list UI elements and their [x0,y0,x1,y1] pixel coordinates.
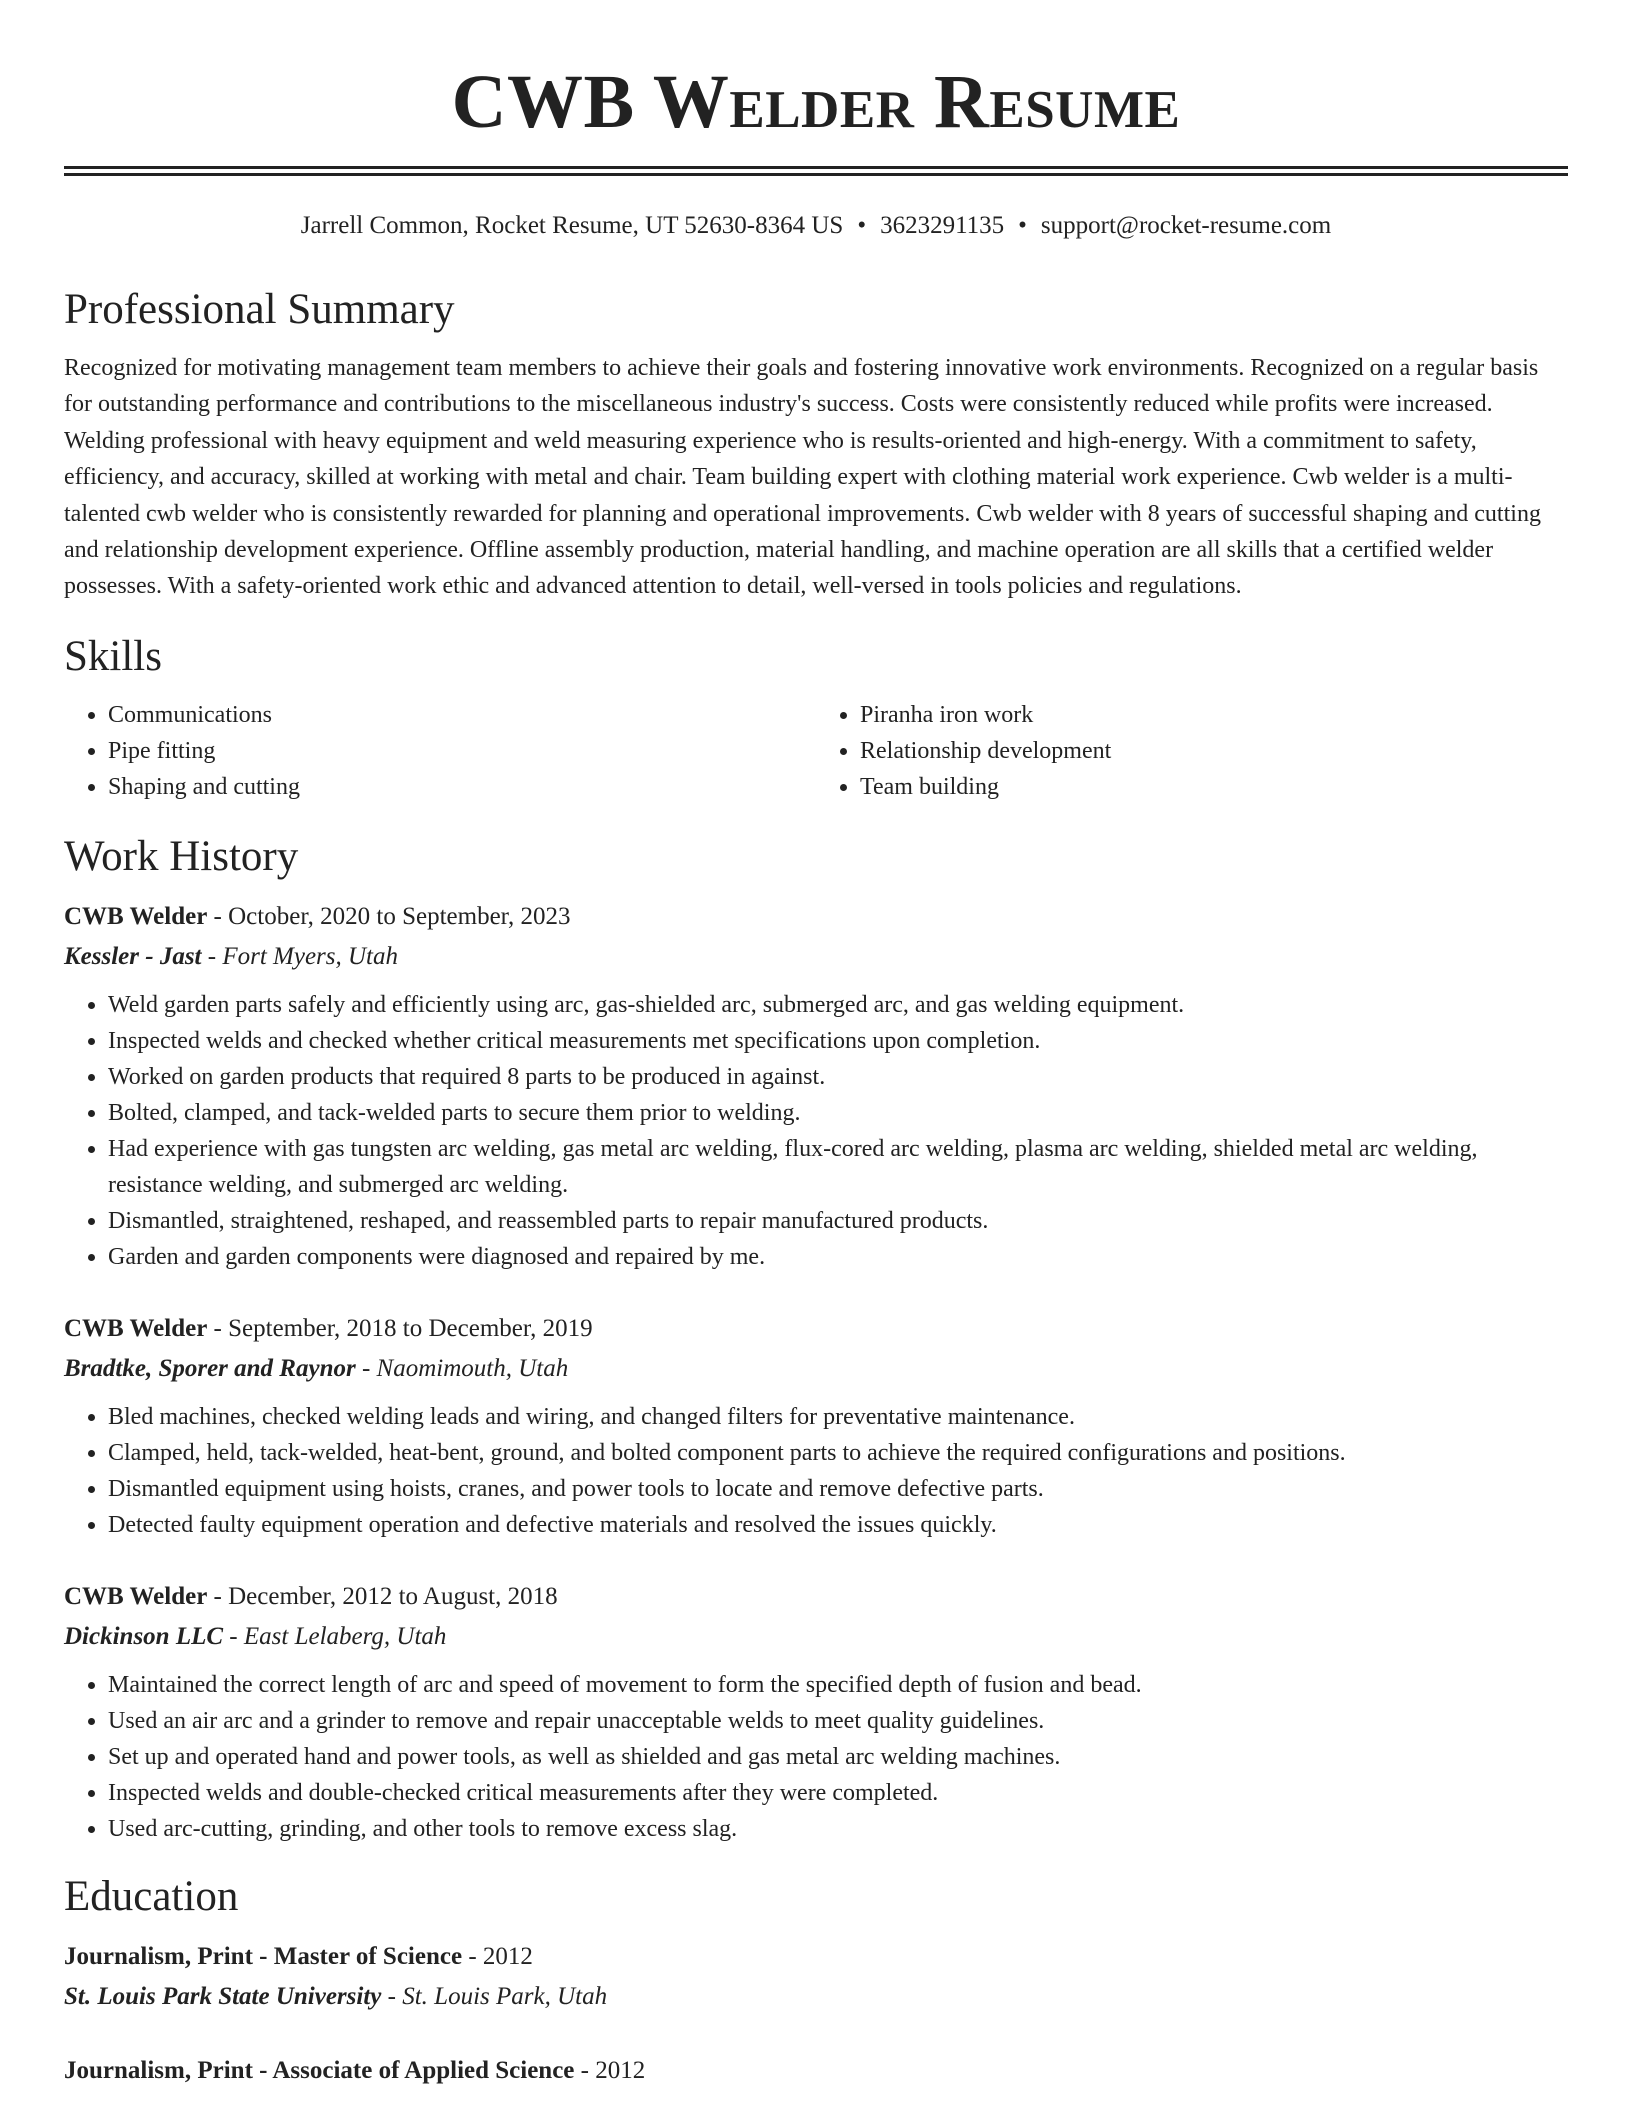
contact-email[interactable]: support@rocket-resume.com [1040,212,1332,239]
job-dates: - December, 2012 to August, 2018 [207,1582,558,1610]
skills-column-left [64,697,816,805]
job-bullet: • Set up and operated hand and power tools, as well as shielded and gas metal arc welding machines. [108,1739,1568,1775]
education-location: - St. Louis Park, Utah [381,1982,608,2010]
education-entry [64,1937,1568,2017]
job-bullet: • Had experience with gas tungsten arc welding, gas metal arc welding, flux-cored arc welding, plasma arc welding, shielded metal arc welding, resistance welding, and submerged arc welding. [108,1131,1568,1203]
education-school-line [64,1977,1568,2017]
skill-item: • Relationship development [860,733,1568,769]
job-company-line [64,1617,1568,1657]
job-title-line [64,1577,1568,1617]
education-degree-line [64,1937,1568,1977]
job-bullet: • Bolted, clamped, and tack-welded parts to secure them prior to welding. [108,1095,1568,1131]
job-bullet: • Used arc-cutting, grinding, and other tools to remove excess slag. [108,1811,1568,1847]
job-bullet: • Garden and garden components were diagnosed and repaired by me. [108,1239,1568,1275]
job-company: Bradtke, Sporer and Raynor [64,1354,356,1382]
job-bullet: • Dismantled equipment using hoists, cranes, and power tools to locate and remove defective parts. [108,1471,1568,1507]
summary-heading: Professional Summary [64,286,455,333]
contact-separator: • [1018,212,1027,239]
skills-grid [64,697,1568,805]
job-bullets [64,1667,1568,1847]
education-year: - 2012 [574,2056,646,2084]
education-degree-line [64,2051,1568,2091]
job-bullet: • Inspected welds and double-checked critical measurements after they were completed. [108,1775,1568,1811]
skill-item: • Shaping and cutting [108,769,816,805]
skill-item: • Team building [860,769,1568,805]
education-degree: Journalism, Print - Associate of Applied Science [64,2056,575,2084]
job-location: - Naomimouth, Utah [355,1354,569,1382]
job-bullet: • Clamped, held, tack-welded, heat-bent, ground, and bolted component parts to achieve the required configurations and positions. [108,1435,1568,1471]
education-year: - 2012 [462,1942,533,1970]
job-entry [64,1309,1568,1543]
job-title-line [64,897,1568,937]
contact-separator: • [857,212,867,239]
job-bullet: • Bled machines, checked welding leads and wiring, and changed filters for preventative maintenance. [108,1399,1568,1435]
job-bullet: • Inspected welds and checked whether critical measurements met specifications upon completion. [108,1023,1568,1059]
job-company-line [64,937,1568,977]
page-title: CWB Welder Resume [451,60,1181,144]
job-title-line [64,1309,1568,1349]
job-title: CWB Welder [64,1314,208,1342]
education-entry [64,2051,1568,2091]
skill-item: • Communications [108,697,816,733]
work-history-heading: Work History [64,832,299,880]
job-company: Kessler - Jast [64,942,202,970]
job-bullets [64,987,1568,1275]
job-bullet: • Worked on garden products that required 8 parts to be produced in against. [108,1059,1568,1095]
skill-item: • Piranha iron work [860,697,1568,733]
job-bullet: • Detected faulty equipment operation and defective materials and resolved the issues quickly. [108,1507,1568,1543]
job-bullet: • Used an air arc and a grinder to remove and repair unacceptable welds to meet quality guidelines. [108,1703,1568,1739]
job-company: Dickinson LLC [64,1622,224,1650]
title-double-rule [64,166,1568,176]
job-title: CWB Welder [64,902,208,930]
job-entry [64,1577,1568,1847]
contact-phone: 3623291135 [880,212,1005,239]
summary-text: Recognized for motivating management team members to achieve their goals and fostering innovative work environments. Recognized on a regular basis for outstanding performance and contributions to the miscellaneous industry's success. Costs were consistently reduced while profits were increased. Welding professional with heavy equipment and weld measuring experience who is results-oriented and high-energy. With a commitment to safety, efficiency, and accuracy, skilled at working with metal and chair. Team building expert with clothing material work experience. Cwb welder is a multi-talented cwb welder who is consistently rewarded for planning and operational improvements. Cwb welder with 8 years of successful shaping and cutting and relationship development experience. Offline assembly production, material handling, and machine operation are all skills that a certified welder possesses. With a safety-oriented work ethic and advanced attention to detail, well-versed in tools policies and regulations. [64,355,1541,600]
skill-item: • Pipe fitting [108,733,816,769]
skills-heading: Skills [64,632,162,680]
job-location: - Fort Myers, Utah [201,942,398,970]
job-bullet: • Dismantled, straightened, reshaped, and reassembled parts to repair manufactured products. [108,1203,1568,1239]
education-school: St. Louis Park State University [64,1982,382,2010]
job-title: CWB Welder [64,1582,208,1610]
contact-line [64,210,1568,242]
job-location: - East Lelaberg, Utah [223,1622,447,1650]
education-degree: Journalism, Print - Master of Science [64,1942,463,1970]
job-bullet: • Maintained the correct length of arc and speed of movement to form the specified depth of fusion and bead. [108,1667,1568,1703]
job-bullet: • Weld garden parts safely and efficiently using arc, gas-shielded arc, submerged arc, and gas welding equipment. [108,987,1568,1023]
education-heading: Education [64,1872,239,1920]
skills-column-right [816,697,1568,805]
job-bullets [64,1399,1568,1543]
contact-address: Jarrell Common, Rocket Resume, UT 52630-8364 US [300,212,844,239]
job-dates: - October, 2020 to September, 2023 [207,902,571,930]
job-entry [64,897,1568,1275]
job-company-line [64,1349,1568,1389]
job-dates: - September, 2018 to December, 2019 [207,1314,593,1342]
